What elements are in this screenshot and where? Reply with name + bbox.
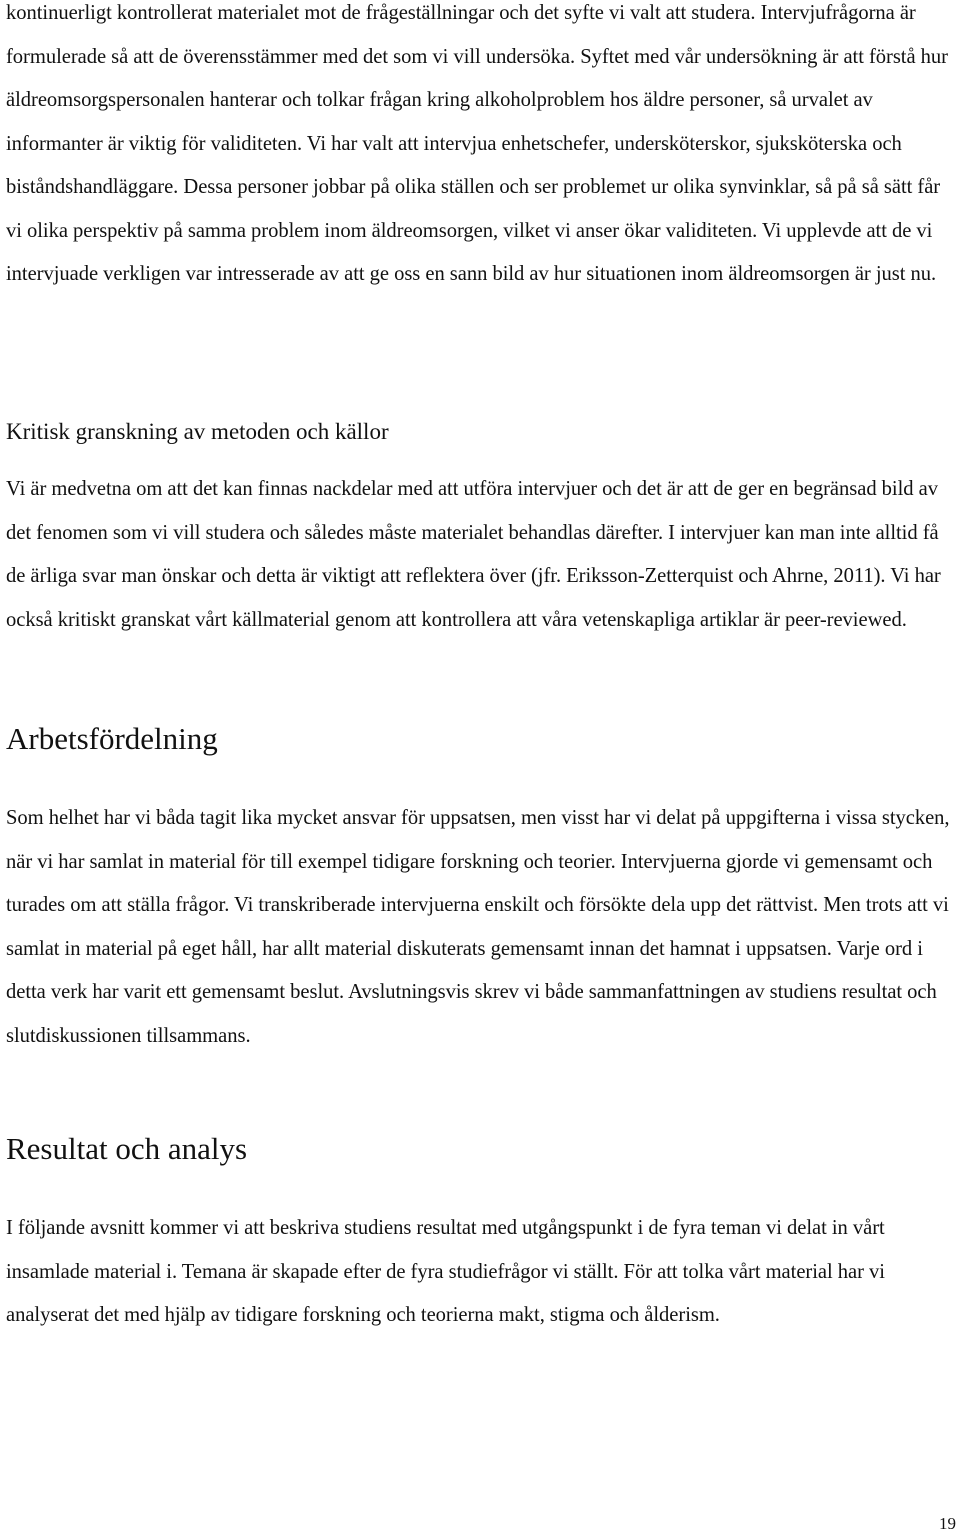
heading-kritisk-granskning: Kritisk granskning av metoden och källor: [6, 419, 389, 444]
paragraph-resultat-och-analys: I följande avsnitt kommer vi att beskriva studiens resultat med utgångspunkt i de fyra teman vi delat in vårt insamlade material i. Temana är skapade efter de fyra studiefrågor vi ställt. För att tolka vårt material har vi analyserat det med hjälp av tidigare forskning och teorierna makt, stigma och ålderism.: [6, 1217, 885, 1326]
paragraph-arbetsfordelning: Som helhet har vi båda tagit lika mycket ansvar för uppsatsen, men visst har vi delat på uppgifterna i vissa stycken, när vi har samlat in material för till exempel tidigare forskning och teorier. Intervjuerna gjorde vi gemensamt och turades om att ställa frågor. Vi transkriberade intervjuerna enskilt och försökte dela upp det rättvist. Men trots att vi samlat in material på eget håll, har allt material diskuterats gemensamt innan det hamnat i uppsatsen. Varje ord i detta verk har varit ett gemensamt beslut. Avslutningsvis skrev vi både sammanfattningen av studiens resultat och slutdiskussionen tillsammans.: [6, 807, 950, 1047]
page-number: 19: [939, 1514, 956, 1533]
paragraph-kritisk-granskning: Vi är medvetna om att det kan finnas nackdelar med att utföra intervjuer och det är att de ger en begränsad bild av det fenomen som vi vill studera och således måste materialet behandlas därefter. I intervjuer kan man inte alltid få de ärliga svar man önskar och detta är viktigt att reflektera över (jfr. Eriksson-Zetterquist och Ahrne, 2011). Vi har också kritiskt granskat vårt källmaterial genom att kontrollera att våra vetenskapliga artiklar är peer-reviewed.: [6, 478, 941, 631]
intro-paragraph: kontinuerligt kontrollerat materialet mot de frågeställningar och det syfte vi valt att studera. Intervjufrågorna är formulerade så att de överensstämmer med det som vi vill undersöka. Syftet med vår undersökning är att förstå hur äldreomsorgspersonalen hanterar och tolkar frågan kring alkoholproblem hos äldre personer, så urvalet av informanter är viktig för validiteten. Vi har valt att intervjua enhetschefer, undersköterskor, sjuksköterska och biståndshandläggare. Dessa personer jobbar på olika ställen och ser problemet ur olika synvinklar, så på så sätt får vi olika perspektiv på samma problem inom äldreomsorgen, vilket vi anser ökar validiteten. Vi upplevde att de vi intervjuade verkligen var intresserade av att ge oss en sann bild av hur situationen inom äldreomsorgen är just nu.: [6, 2, 948, 285]
heading-arbetsfordelning: Arbetsfördelning: [6, 721, 218, 756]
heading-resultat-och-analys: Resultat och analys: [6, 1131, 248, 1166]
